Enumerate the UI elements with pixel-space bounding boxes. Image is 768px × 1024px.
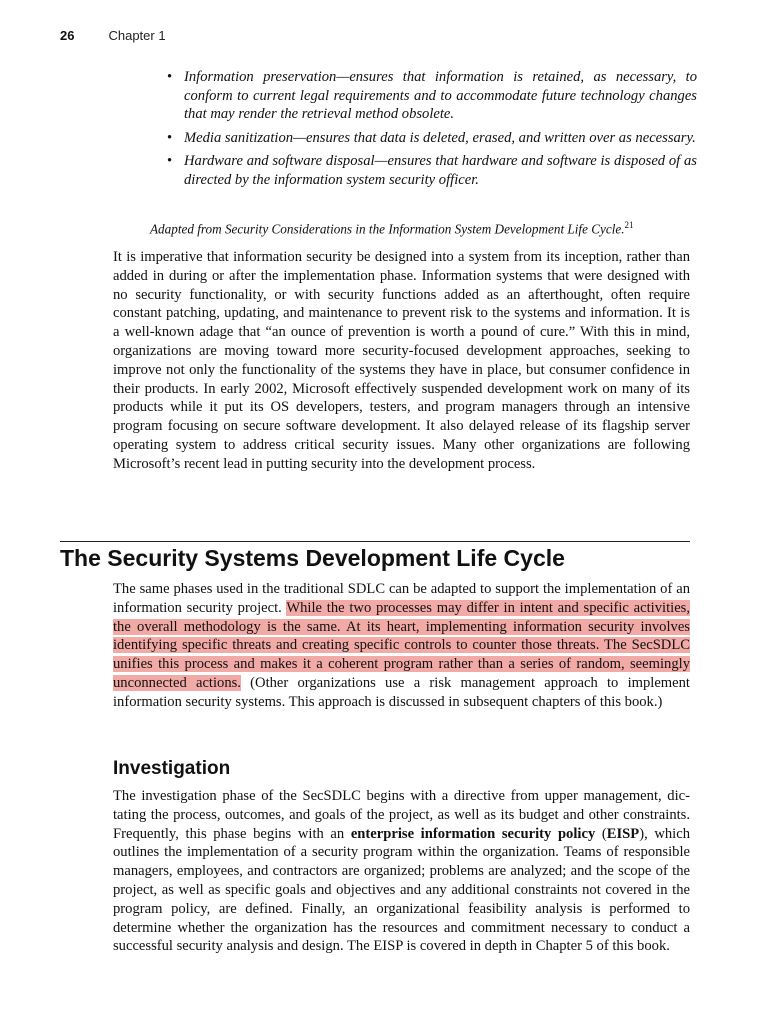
body-paragraph: It is imperative that information security be designed into a system from its inception, rather than added in during or after the implementation phase. Information systems that were designed with no security functionality, or with security functions added as an afterthought, often require constant patching, updating, and maintenance to prevent risk to the systems and information. It is a well-known adage that “an ounce of prevention is worth a pound of cure.” With this in mind, organizations are moving toward more security-focused development approaches, seeking to improve not only the functionality of the systems they have in place, but consumer confidence in their products. In early 2002, Microsoft effectively suspended development work on many of its products while it put its OS developers, testers, and program managers through an intensive program focusing on secure software development. It also delayed release of its flagship server operating system to address critical security issues. Many other organizations are following Microsoft’s recent lead in putting security into the development process. — [113, 249, 690, 472]
paragraph-text: ), which outlines the implementation of a security program within the organization. Teams of responsible managers, employees, and contractors are organized; problems are analyzed; and the scope of the project, as well as specific goals and objectives and any additional constraints not covered in the program policy, are defined. Finally, an organizational feasibility analysis is performed to determine whether the organization has the resources and commitment necessary to conduct a successful security analysis and design. The EISP is covered in depth in Chapter 5 of this book. — [113, 825, 691, 955]
section-divider — [60, 541, 690, 542]
list-item: • Information preservation—ensures that information is retained, as necessary, to conform to current legal requirements and to accommodate future technology changes that may render the retrieval method obsolete. — [167, 68, 697, 124]
paragraph-text: The same phases used in the traditional SDLC can be adapted to support the implementation of an information security project. — [113, 581, 690, 616]
source-credit — [150, 220, 710, 237]
paragraph-text: ( — [595, 825, 607, 842]
paragraph-text: (Other organizations use a risk management approach to implement information security systems. This approach is discussed in subsequent chapters of this book.) — [113, 674, 690, 710]
bold-abbreviation: EISP — [606, 825, 640, 842]
section-heading: The Security Systems Development Life Cycle — [60, 545, 565, 571]
highlighted-text[interactable]: While the two processes may differ in intent and specific activities, the overall methodology is the same. At its heart, implementing information security involves identifying specific threats and creating specific controls to counter those threats. The SecSDLC unifies this process and makes it a coherent program rather than a series of random, seemingly unconnected actions. — [113, 599, 690, 691]
bullet-list — [167, 68, 697, 194]
list-item: • Media sanitization—ensures that data is deleted, erased, and written over as necessary. — [167, 129, 697, 148]
page-header — [60, 28, 166, 43]
body-paragraph — [113, 580, 690, 712]
bold-term: enterprise information security policy — [350, 825, 596, 842]
subsection-heading: Investigation — [113, 758, 231, 779]
paragraph-text: The investigation phase of the SecSDLC begins with a directive from upper management, dictating the process, outcomes, and goals of the project, as well as its budget and other constraints. Frequently, this phase begins with an — [113, 788, 690, 842]
page-number: 26 — [60, 28, 75, 43]
list-item: • Hardware and software disposal—ensures that hardware and software is disposed of as directed by the information system security officer. — [167, 152, 697, 189]
credit-text: Adapted from Security Considerations in the Information System Development Life Cycle. — [150, 221, 625, 237]
chapter-label: Chapter 1 — [108, 28, 166, 43]
footnote-marker: 21 — [624, 220, 634, 230]
body-paragraph — [113, 787, 690, 956]
